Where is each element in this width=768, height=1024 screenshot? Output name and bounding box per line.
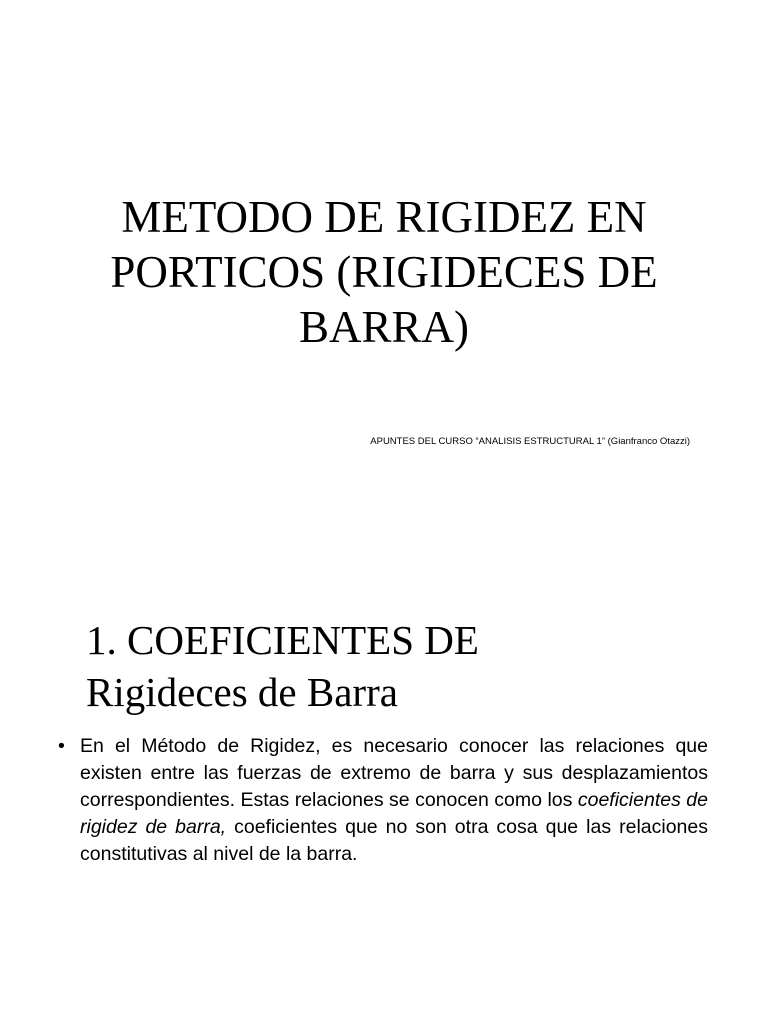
bullet-list: [58, 733, 708, 868]
bullet-icon: •: [58, 735, 65, 757]
bullet-item: [58, 733, 708, 868]
section-title-line-1: 1. COEFICIENTES DE: [86, 617, 479, 663]
section-title: [86, 614, 706, 718]
slide-content: [0, 512, 768, 1024]
document-subtitle: APUNTES DEL CURSO “ANALISIS ESTRUCTURAL 1” (Gianfranco Otazzi): [370, 436, 690, 447]
bullet-text-emphasis: coeficientes de rigidez de barra,: [80, 789, 708, 838]
section-title-line-2: Rigideces de Barra: [86, 669, 398, 715]
bullet-text-start: En el Método de Rigidez, es necesario conocer las relaciones que existen entre las fuerzas de extremo de barra y sus desplazamientos correspondientes. Estas relaciones se conocen como los: [80, 735, 708, 811]
bullet-text-end: coeficientes que no son otra cosa que las relaciones constitutivas al nivel de la barra.: [80, 816, 708, 865]
document-title: METODO DE RIGIDEZ EN PORTICOS (RIGIDECES DE BARRA): [110, 192, 658, 352]
